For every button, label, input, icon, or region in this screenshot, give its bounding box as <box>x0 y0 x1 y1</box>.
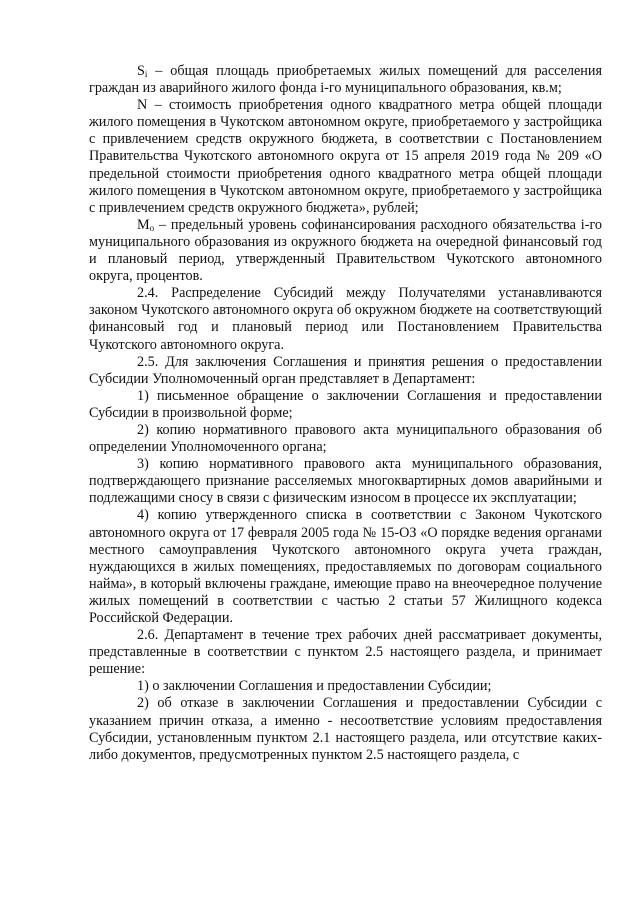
paragraph-si-definition <box>89 63 602 97</box>
paragraph-2-5: 2.5. Для заключения Соглашения и принятия решения о предоставлении Субсидии Уполномоченный орган представляет в Департамент: <box>89 353 602 387</box>
paragraph-text: – предельный уровень софинансирования расходного обязательства i-го муниципального образования из окружного бюджета на очередной финансовый год и плановый период, утвержденный Правительством Чукотского автономного округа, процентов. <box>89 216 602 285</box>
symbol-m-subscript: o <box>149 222 155 233</box>
paragraph-mo-definition <box>89 217 602 285</box>
list-item-2-6-1: 1) о заключении Соглашения и предоставлении Субсидии; <box>137 678 492 695</box>
list-item-2-5-1: 1) письменное обращение о заключении Соглашения и предоставлении Субсидии в произвольной форме; <box>89 387 602 421</box>
symbol-s: S <box>137 63 145 79</box>
list-item-2-5-3: 3) копию нормативного правового акта муниципального образования, подтверждающего признание расселяемых многоквартирных домов аварийными и подлежащими сносу в связи с физическим износом в процессе их эксплуатации; <box>89 456 602 507</box>
paragraph-2-4: 2.4. Распределение Субсидий между Получателями устанавливаются законом Чукотского автономного округа об окружном бюджете на соответствующий финансовый год и плановый период или Постановлением Правительства Чукотского автономного округа. <box>89 285 602 353</box>
document-body <box>89 63 602 764</box>
paragraph-2-6: 2.6. Департамент в течение трех рабочих дней рассматривает документы, представленные в соответствии с пунктом 2.5 настоящего раздела, и принимает решение: <box>89 627 602 678</box>
paragraph-text: – общая площадь приобретаемых жилых помещений для расселения граждан из аварийного жилого фонда i-го муниципального образования, кв.м; <box>89 63 602 97</box>
symbol-s-subscript: i <box>144 69 148 79</box>
symbol-m: M <box>137 216 150 233</box>
list-item-2-5-2: 2) копию нормативного правового акта муниципального образования об определении Уполномоченного органа; <box>89 421 602 456</box>
paragraph-n-definition: N – стоимость приобретения одного квадратного метра общей площади жилого помещения в Чукотском автономном округе, приобретаемого у застройщика с привлечением средств окружного бюджета, в соответствии с Постановлением Правительства Чукотского автономного округа от 15 апреля 2019 года № 209 «О предельной стоимости приобретения одного квадратного метра общей площади жилого помещения в Чукотском автономном округе, приобретаемого у застройщика с привлечением средств окружного бюджета», рублей; <box>89 97 602 216</box>
list-item-2-5-4: 4) копию утвержденного списка в соответствии с Законом Чукотского автономного округа от 17 февраля 2005 года № 15-ОЗ «О порядке ведения органами местного самоуправления Чукотского автономного округа учета граждан, нуждающихся в жилых помещениях, предоставляемых по договорам социального найма», в который включены граждане, имеющие право на внеочередное получение жилых помещений в соответствии с частью 2 статьи 57 Жилищного кодекса Российской Федерации. <box>89 507 602 626</box>
list-item-2-6-2: 2) об отказе в заключении Соглашения и предоставлении Субсидии с указанием причин отказа, а именно - несоответствие условиям предоставления Субсидии, установленным пунктом 2.1 настоящего раздела, или отсутствие каких-либо документов, предусмотренных пунктом 2.5 настоящего раздела, с <box>89 695 602 763</box>
